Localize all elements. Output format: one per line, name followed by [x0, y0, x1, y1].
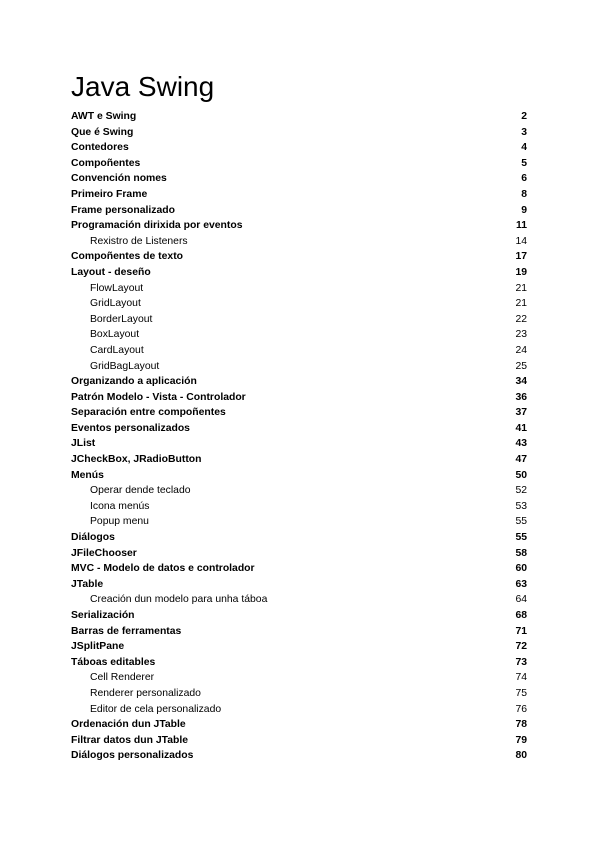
toc-entry[interactable]: [71, 140, 527, 156]
toc-entry-page-number: 43: [515, 438, 527, 450]
toc-entry-label: Compoñentes: [71, 157, 141, 169]
toc-entry-label: JTable: [71, 578, 104, 590]
toc-entry[interactable]: [71, 374, 527, 390]
toc-entry-page-number: 80: [515, 750, 527, 762]
toc-entry-page-number: 19: [515, 266, 527, 278]
toc-entry-label: CardLayout: [90, 344, 144, 356]
toc-entry[interactable]: [71, 639, 527, 655]
toc-entry-page-number: 2: [521, 111, 527, 122]
toc-entry-label: GridBagLayout: [90, 360, 160, 372]
toc-entry[interactable]: [71, 296, 527, 312]
toc-entry-label: Contedores: [71, 142, 129, 154]
toc-entry-label: Patrón Modelo - Vista - Controlador: [71, 391, 246, 403]
toc-entry[interactable]: [71, 702, 527, 718]
toc-entry-label: GridLayout: [90, 298, 141, 310]
toc-entry[interactable]: [71, 530, 527, 546]
toc-entry-page-number: 34: [515, 376, 527, 388]
toc-entry[interactable]: [71, 748, 527, 764]
toc-entry-label: Ordenación dun JTable: [71, 719, 186, 731]
toc-entry[interactable]: [71, 421, 527, 437]
toc-entry[interactable]: [71, 109, 527, 125]
toc-entry-page-number: 41: [515, 422, 527, 434]
toc-entry[interactable]: [71, 171, 527, 187]
toc-entry[interactable]: [71, 281, 527, 297]
toc-entry-label: Organizando a aplicación: [71, 376, 197, 388]
toc-entry[interactable]: [71, 624, 527, 640]
toc-entry-page-number: 3: [521, 126, 527, 138]
toc-entry-label: BoxLayout: [90, 329, 140, 341]
toc-entry-page-number: 11: [516, 220, 527, 232]
toc-entry-label: Renderer personalizado: [90, 687, 201, 699]
toc-entry[interactable]: [71, 390, 527, 406]
toc-entry[interactable]: [71, 203, 527, 219]
toc-entry[interactable]: [71, 452, 527, 468]
toc-entry-label: Primeiro Frame: [71, 188, 148, 200]
toc-entry[interactable]: [71, 312, 527, 328]
toc-entry-label: Creación dun modelo para unha táboa: [90, 594, 268, 606]
toc-entry-page-number: 8: [521, 188, 527, 200]
toc-entry-page-number: 21: [515, 298, 527, 310]
toc-entry-page-number: 17: [515, 251, 527, 263]
toc-entry-page-number: 74: [515, 672, 527, 684]
toc-entry-page-number: 4: [521, 142, 527, 154]
toc-entry-label: JFileChooser: [71, 547, 137, 559]
toc-entry[interactable]: [71, 546, 527, 562]
toc-entry-label: JList: [71, 438, 96, 450]
toc-entry[interactable]: [71, 218, 527, 234]
toc-entry-label: Barras de ferramentas: [71, 625, 182, 637]
toc-entry-label: Convención nomes: [71, 173, 167, 185]
toc-entry-page-number: 64: [515, 594, 527, 606]
toc-entry-page-number: 23: [515, 329, 527, 341]
toc-entry[interactable]: [71, 655, 527, 671]
toc-entry-label: BorderLayout: [90, 313, 153, 325]
toc-entry[interactable]: [71, 577, 527, 593]
toc-entry[interactable]: [71, 405, 527, 421]
toc-entry-label: Que é Swing: [71, 126, 134, 138]
toc-entry-page-number: 50: [515, 469, 527, 481]
toc-entry[interactable]: [71, 125, 527, 141]
toc-entry-page-number: 76: [515, 703, 527, 715]
toc-entry-page-number: 52: [515, 485, 527, 497]
toc-entry-label: Diálogos personalizados: [71, 750, 194, 762]
toc-entry-label: AWT e Swing: [71, 111, 137, 122]
toc-entry[interactable]: [71, 499, 527, 515]
toc-entry-page-number: 75: [515, 687, 527, 699]
toc-entry-page-number: 73: [515, 656, 527, 668]
toc-entry-label: MVC - Modelo de datos e controlador: [71, 563, 255, 575]
toc-entry-page-number: 14: [515, 235, 527, 247]
toc-entry-page-number: 9: [521, 204, 527, 216]
toc-entry[interactable]: [71, 733, 527, 749]
toc-entry-label: Popup menu: [90, 516, 149, 528]
toc-entry-label: Filtrar datos dun JTable: [71, 734, 189, 746]
toc-entry-page-number: 53: [515, 500, 527, 512]
toc-entry-page-number: 36: [515, 391, 527, 403]
toc-entry-page-number: 72: [515, 641, 527, 653]
toc-entry-page-number: 55: [515, 516, 527, 528]
toc-entry[interactable]: [71, 436, 527, 452]
toc-entry-page-number: 71: [515, 625, 527, 637]
toc-entry[interactable]: [71, 468, 527, 484]
toc-entry-label: Cell Renderer: [90, 672, 155, 684]
toc-entry-label: FlowLayout: [90, 282, 144, 294]
toc-entry-label: Diálogos: [71, 532, 115, 544]
toc-entry[interactable]: [71, 327, 527, 343]
toc-entry[interactable]: [71, 156, 527, 172]
document-title: Java Swing: [71, 71, 215, 102]
toc-entry-label: JSplitPane: [71, 641, 125, 653]
toc-entry[interactable]: [71, 686, 527, 702]
toc-entry-label: Icona menús: [90, 500, 150, 512]
toc-entry-page-number: 58: [515, 547, 527, 559]
toc-entry[interactable]: [71, 608, 527, 624]
toc-entry-page-number: 37: [515, 407, 527, 419]
toc-entry-page-number: 22: [515, 313, 527, 325]
toc-entry-label: Frame personalizado: [71, 204, 175, 216]
toc-entry[interactable]: [71, 717, 527, 733]
toc-entry-page-number: 55: [515, 532, 527, 544]
toc-entry-label: Serialización: [71, 610, 135, 621]
toc-entry[interactable]: [71, 592, 527, 608]
toc-entry-page-number: 63: [515, 578, 527, 590]
toc-entry[interactable]: [71, 561, 527, 577]
toc-entry-page-number: 24: [515, 344, 527, 356]
toc-entry-page-number: 79: [515, 734, 527, 746]
toc-entry[interactable]: [71, 187, 527, 203]
toc-entry[interactable]: [71, 249, 527, 265]
toc-entry-label: Editor de cela personalizado: [90, 703, 222, 715]
toc-entry-label: Eventos personalizados: [71, 422, 190, 434]
toc-entry-label: Táboas editables: [71, 656, 156, 668]
toc-entry-page-number: 21: [515, 282, 527, 294]
toc-entry-page-number: 68: [515, 610, 527, 621]
toc-entry[interactable]: [71, 265, 527, 281]
toc-entry-label: Separación entre compoñentes: [71, 407, 226, 419]
toc-entry-page-number: 78: [515, 719, 527, 731]
toc-entry-label: Operar dende teclado: [90, 485, 191, 497]
table-of-contents: [71, 109, 527, 764]
toc-entry-page-number: 47: [515, 454, 527, 466]
toc-entry-page-number: 25: [515, 360, 527, 372]
toc-entry-page-number: 6: [521, 173, 527, 185]
toc-entry-page-number: 60: [515, 563, 527, 575]
toc-entry-page-number: 5: [521, 157, 527, 169]
toc-entry-label: Layout - deseño: [71, 266, 151, 278]
toc-entry[interactable]: [71, 514, 527, 530]
toc-entry[interactable]: [71, 670, 527, 686]
toc-entry[interactable]: [71, 483, 527, 499]
toc-entry[interactable]: [71, 359, 527, 375]
toc-entry-label: Programación dirixida por eventos: [71, 220, 243, 232]
toc-entry[interactable]: [71, 234, 527, 250]
toc-entry-label: Rexistro de Listeners: [90, 235, 188, 247]
toc-entry-label: Menús: [71, 469, 104, 481]
toc-entry[interactable]: [71, 343, 527, 359]
toc-entry-label: JCheckBox, JRadioButton: [71, 454, 202, 466]
toc-entry-label: Compoñentes de texto: [71, 251, 183, 263]
